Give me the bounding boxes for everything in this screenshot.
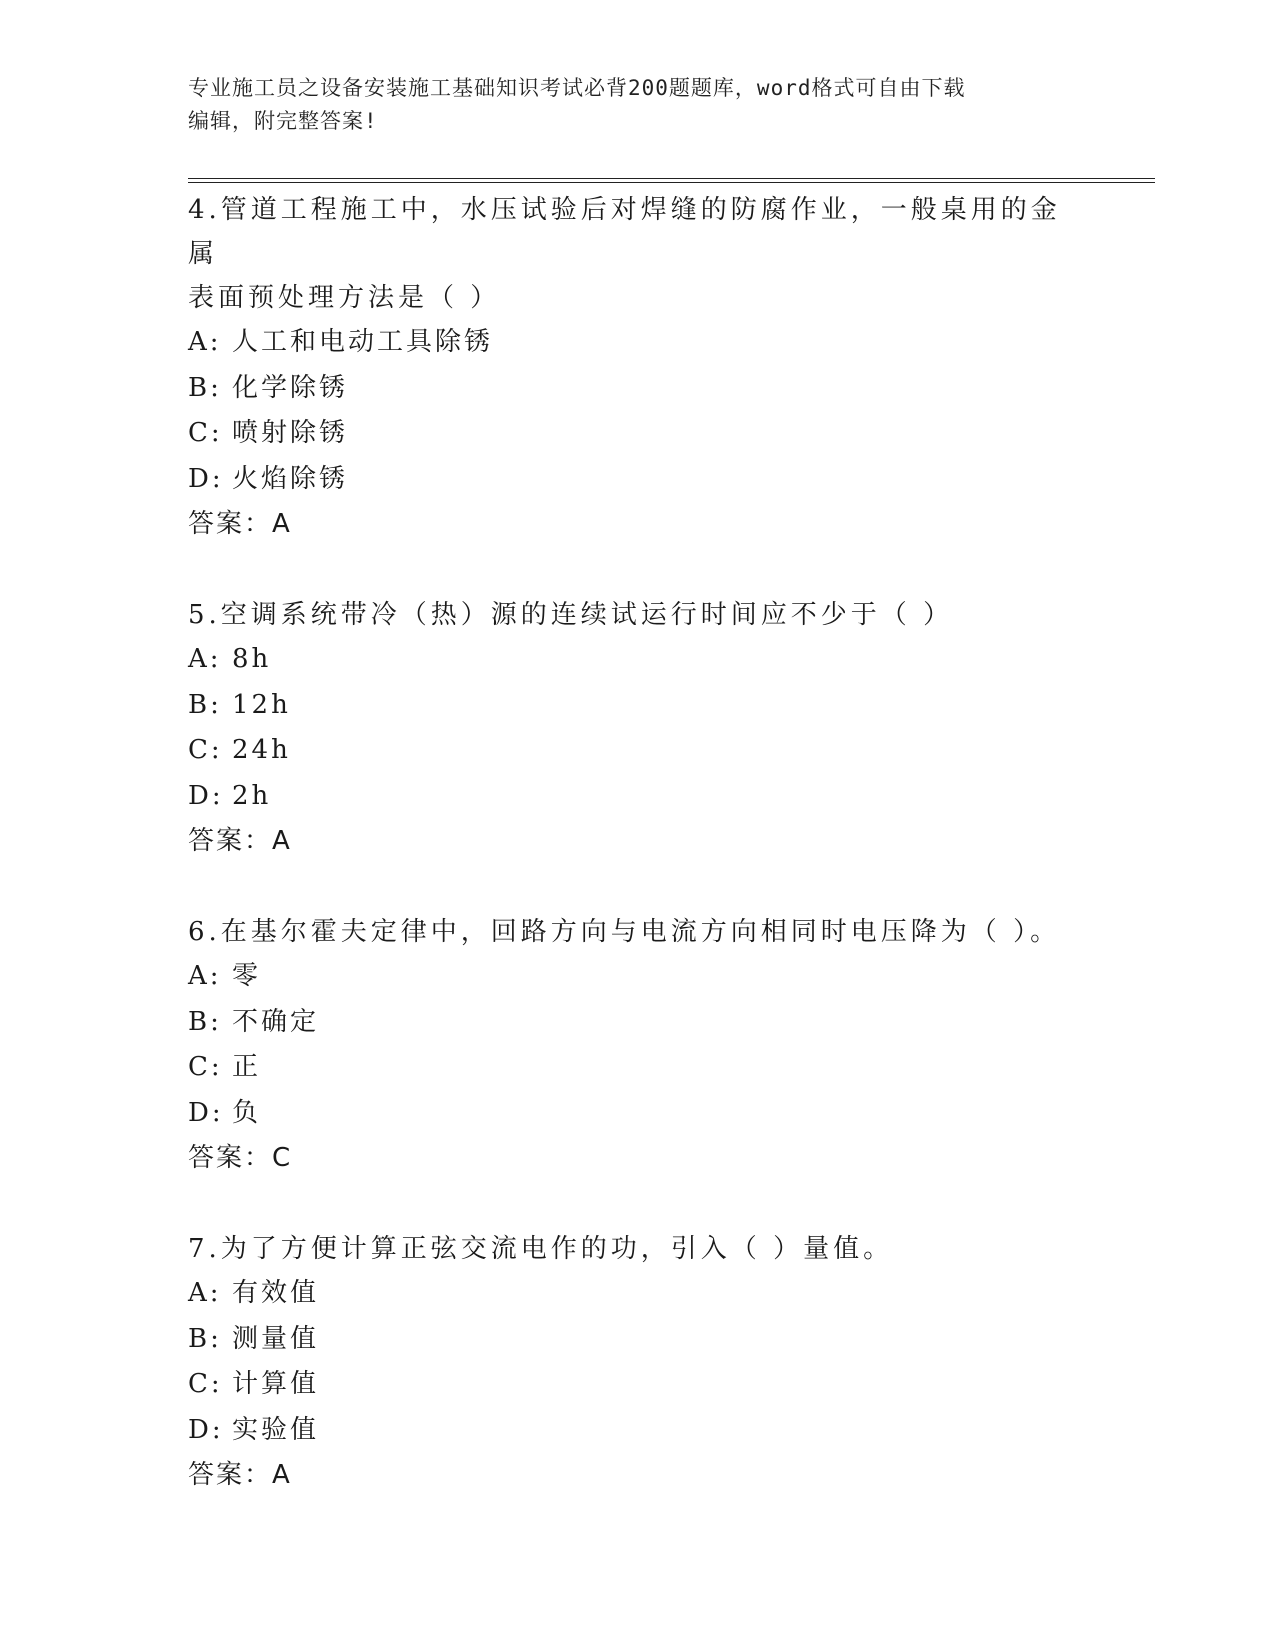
header-line-1: 专业施工员之设备安装施工基础知识考试必背200题题库，word格式可自由下载 <box>188 76 966 100</box>
option-text: 计算值 <box>232 1369 320 1399</box>
option-c <box>188 728 1088 774</box>
header-line-2: 编辑，附完整答案! <box>188 109 378 133</box>
option-text: 2h <box>232 780 272 811</box>
question-spacer <box>188 547 1088 593</box>
option-d <box>188 1408 1088 1454</box>
option-key: C: <box>188 418 223 448</box>
option-text: 火焰除锈 <box>232 463 349 494</box>
option-key: A: <box>188 644 222 674</box>
option-c <box>188 411 1088 457</box>
option-a <box>188 637 1088 683</box>
question-stem-line: 4.管道工程施工中，水压试验后对焊缝的防腐作业，一般桌用的金属 <box>188 195 1061 269</box>
option-text: 有效值 <box>232 1278 320 1308</box>
option-key: D: <box>188 1414 224 1445</box>
question-item <box>188 188 1088 547</box>
option-c <box>188 1045 1088 1091</box>
option-key: D: <box>188 1097 224 1128</box>
header-divider-top <box>188 178 1155 179</box>
option-key: D: <box>188 780 224 811</box>
option-key: B: <box>188 689 222 720</box>
question-item <box>188 910 1088 1181</box>
answer-line: 答案：A <box>188 826 292 856</box>
option-key: C: <box>188 1369 223 1399</box>
option-key: D: <box>188 463 224 494</box>
option-text: 化学除锈 <box>232 372 349 403</box>
option-key: A: <box>188 327 222 357</box>
option-text: 8h <box>232 644 272 674</box>
document-header <box>188 72 1068 138</box>
option-b <box>188 366 1088 412</box>
option-text: 负 <box>232 1097 262 1128</box>
question-stem-line: 表面预处理方法是（ ） <box>188 283 501 313</box>
question-item <box>188 1227 1088 1498</box>
option-d <box>188 1091 1088 1137</box>
option-key: B: <box>188 1323 222 1354</box>
option-text: 12h <box>232 689 291 720</box>
option-key: A: <box>188 961 222 991</box>
question-stem-line: 5.空调系统带冷（热）源的连续试运行时间应不少于（ ） <box>188 600 954 630</box>
question-stem-line: 6.在基尔霍夫定律中，回路方向与电流方向相同时电压降为（ ）。 <box>188 917 1061 947</box>
option-d <box>188 457 1088 503</box>
option-key: A: <box>188 1278 222 1308</box>
question-list <box>188 188 1088 1498</box>
option-text: 喷射除锈 <box>232 418 349 448</box>
header-divider-bottom <box>188 182 1155 183</box>
option-d <box>188 774 1088 820</box>
option-c <box>188 1362 1088 1408</box>
option-text: 不确定 <box>232 1006 320 1037</box>
option-a <box>188 320 1088 366</box>
option-text: 测量值 <box>232 1323 320 1354</box>
option-key: C: <box>188 735 223 765</box>
question-item <box>188 593 1088 864</box>
answer-line: 答案：A <box>188 1460 292 1490</box>
option-text: 实验值 <box>232 1414 320 1445</box>
option-b <box>188 1317 1088 1363</box>
option-text: 正 <box>232 1052 262 1082</box>
option-a <box>188 1271 1088 1317</box>
option-b <box>188 683 1088 729</box>
answer-line: 答案：C <box>188 1143 293 1173</box>
option-text: 人工和电动工具除锈 <box>232 327 494 357</box>
option-b <box>188 1000 1088 1046</box>
option-a <box>188 954 1088 1000</box>
option-key: B: <box>188 1006 222 1037</box>
option-key: B: <box>188 372 222 403</box>
option-key: C: <box>188 1052 223 1082</box>
option-text: 24h <box>232 735 291 765</box>
question-spacer <box>188 1181 1088 1227</box>
answer-line: 答案：A <box>188 509 292 539</box>
question-spacer <box>188 864 1088 910</box>
question-stem-line: 7.为了方便计算正弦交流电作的功，引入（ ）量值。 <box>188 1234 894 1264</box>
option-text: 零 <box>232 961 262 991</box>
